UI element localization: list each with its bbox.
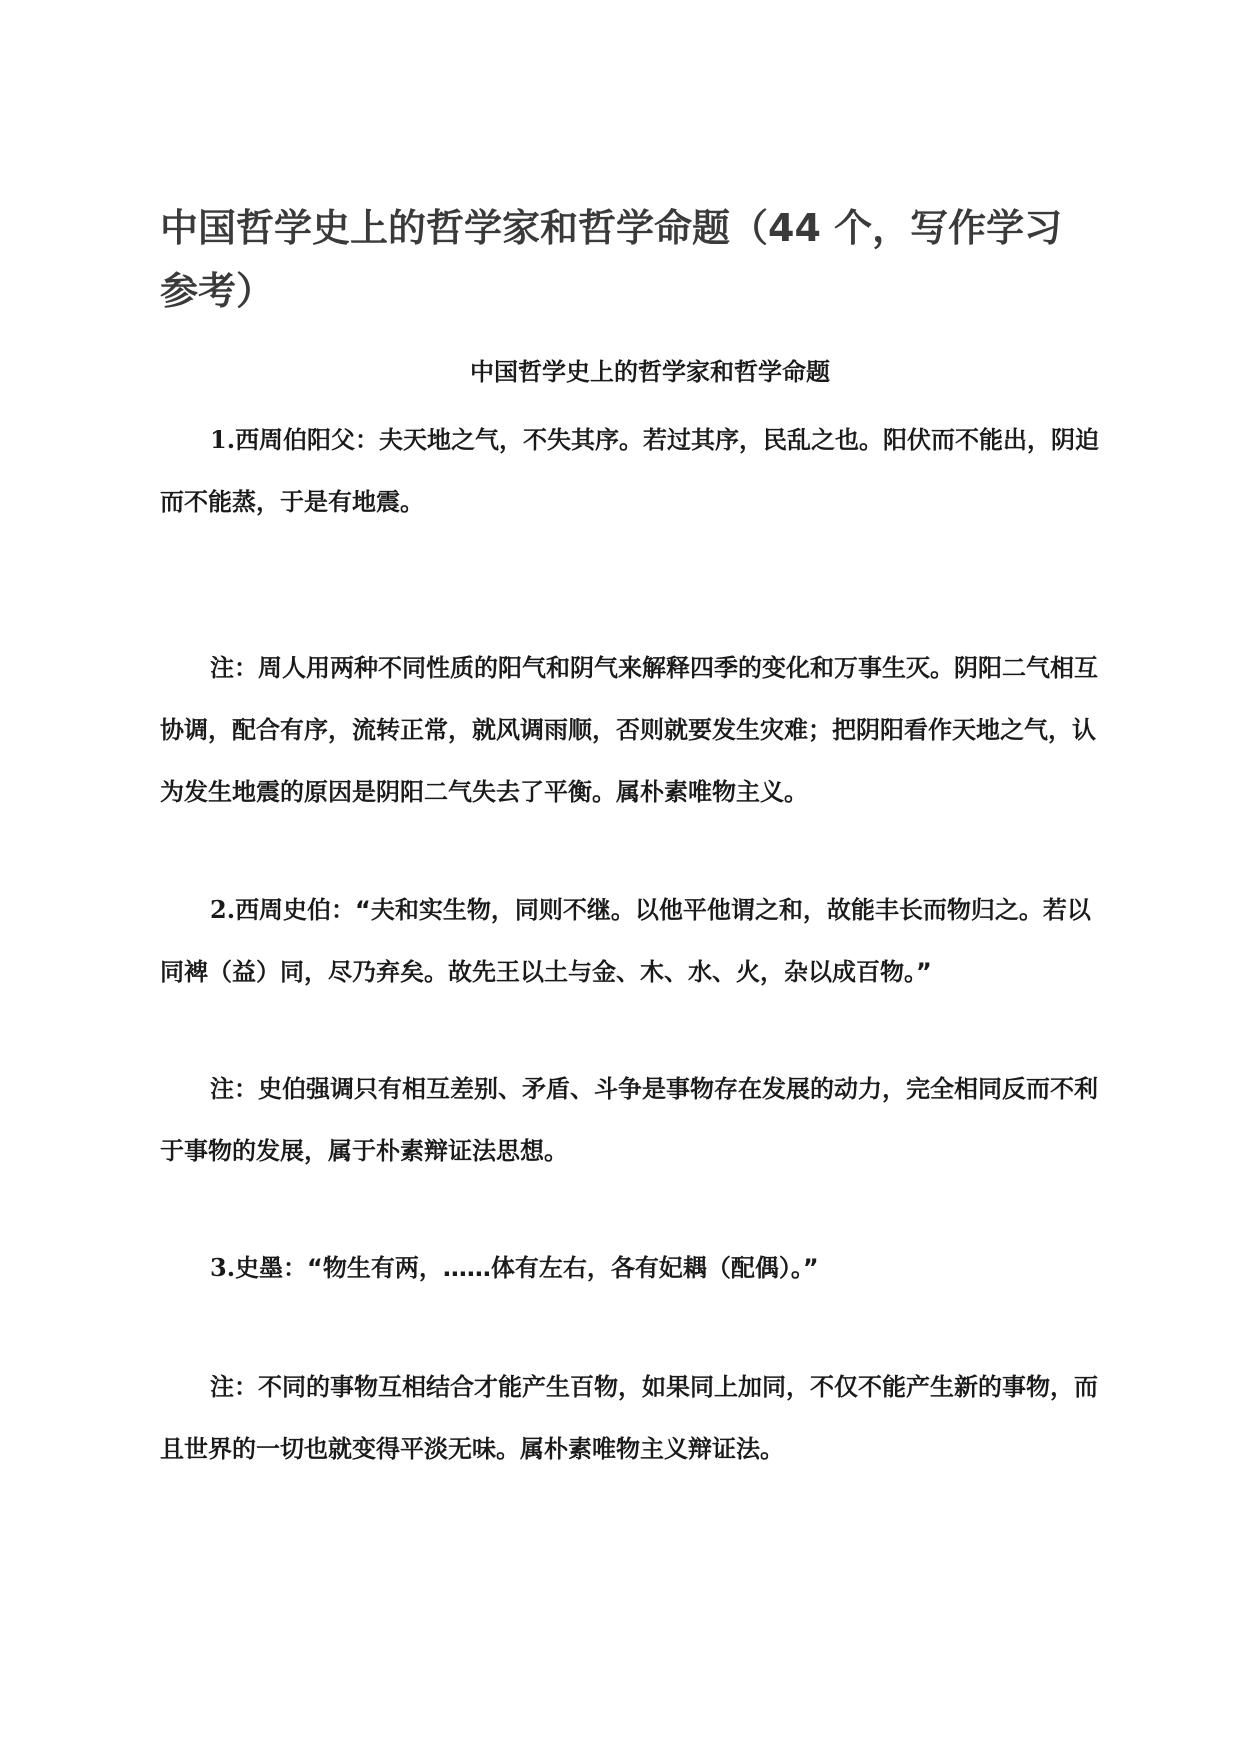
document-title: 中国哲学史上的哲学家和哲学命题（44 个，写作学习参考） <box>160 206 1063 313</box>
entry-2-number: 2. <box>210 895 236 924</box>
entry-2-quote-text: 西周史伯：“夫和实生物，同则不继。以他平他谓之和，故能丰长而物归之。若以同裨（益）同，尽乃弃矣。故先王以土与金、木、水、火，杂以成百物。” <box>160 896 1091 986</box>
entry-2-note: 注：史伯强调只有相互差别、矛盾、斗争是事物存在发展的动力，完全相同反而不利于事物的发展，属于朴素辩证法思想。 <box>160 1075 1098 1165</box>
entry-3-quote-text: 史墨：“物生有两，……体有左右，各有妃耦（配偶）。” <box>235 1254 819 1282</box>
entry-1-quote-text: 西周伯阳父：夫天地之气，不失其序。若过其序，民乱之也。阳伏而不能出，阴迫而不能蒸，于是有地震。 <box>160 426 1100 516</box>
entry-3-number: 3. <box>210 1253 236 1282</box>
document-subtitle: 中国哲学史上的哲学家和哲学命题 <box>470 358 830 386</box>
entry-3-quote <box>160 1237 1100 1299</box>
entry-1-note: 注：周人用两种不同性质的阳气和阴气来解释四季的变化和万事生灭。阴阳二气相互协调，配合有序，流转正常，就风调雨顺，否则就要发生灾难；把阴阳看作天地之气，认为发生地震的原因是阴阳二气失去了平衡。属朴素唯物主义。 <box>160 654 1098 806</box>
entry-1-quote <box>160 409 1100 533</box>
entry-1-number: 1. <box>210 425 236 454</box>
entry-2-quote <box>160 879 1100 1003</box>
entry-3-note: 注：不同的事物互相结合才能产生百物，如果同上加同，不仅不能产生新的事物，而且世界的一切也就变得平淡无味。属朴素唯物主义辩证法。 <box>160 1373 1098 1463</box>
